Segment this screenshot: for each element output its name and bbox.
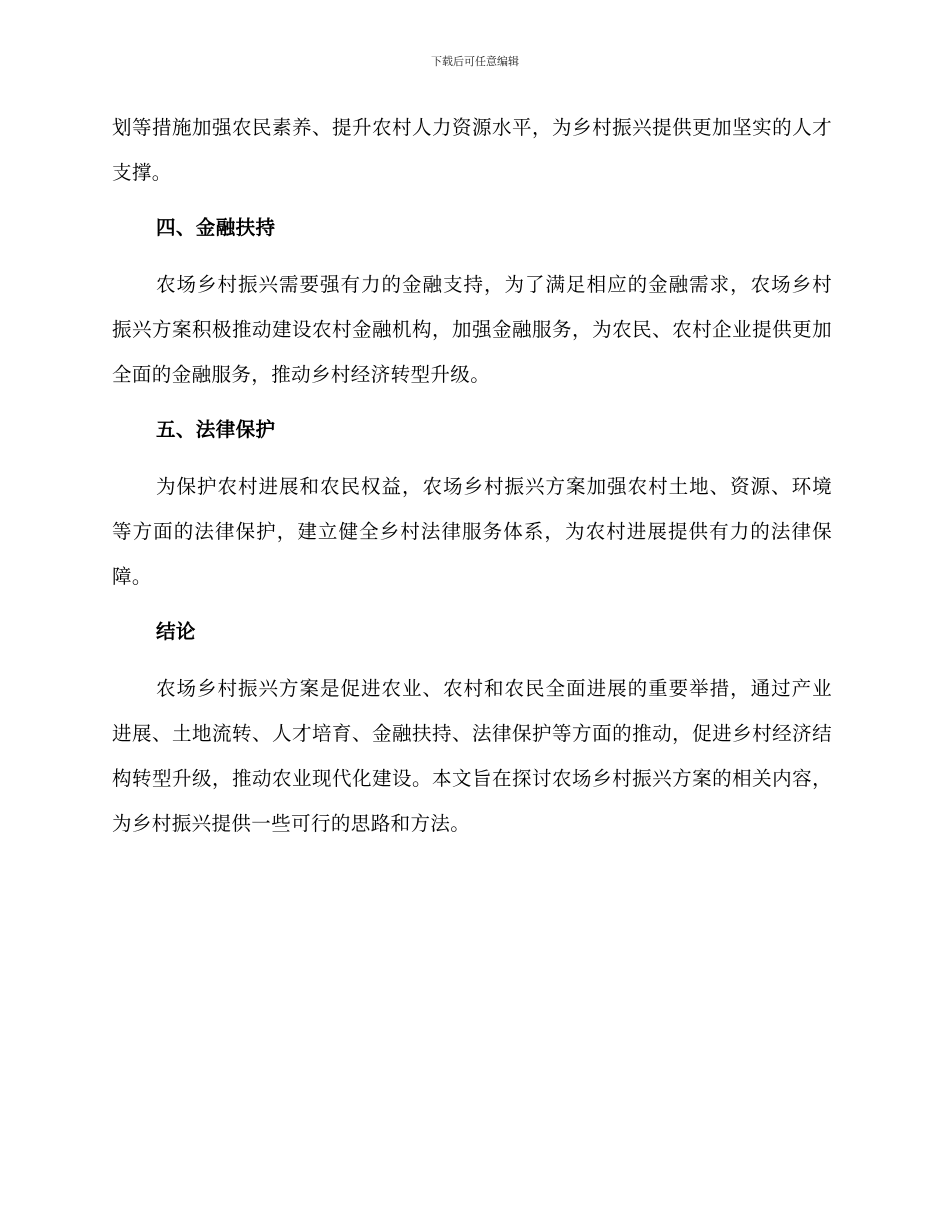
paragraph-conclusion: 农场乡村振兴方案是促进农业、农村和农民全面进展的重要举措，通过产业进展、土地流转、人才培育、金融扶持、法律保护等方面的推动，促进乡村经济结构转型升级，推动农业现代化建设。本文旨在探讨农场乡村振兴方案的相关内容，为乡村振兴提供一些可行的思路和方法。 [112,677,832,835]
paragraph-intro-continuation: 划等措施加强农民素养、提升农村人力资源水平，为乡村振兴提供更加坚实的人才支撑。 [112,116,832,184]
document-body [112,105,832,846]
header-note: 下载后可任意编辑 [431,55,519,68]
paragraph-financial-support: 农场乡村振兴需要强有力的金融支持，为了满足相应的金融需求，农场乡村振兴方案积极推动建设农村金融机构，加强金融服务，为农民、农村企业提供更加全面的金融服务，推动乡村经济转型升级。 [112,273,832,386]
section-heading-legal-protection: 五、法律保护 [156,418,276,441]
section-heading-financial-support: 四、金融扶持 [156,216,276,239]
paragraph-legal-protection: 为保护农村进展和农民权益，农场乡村振兴方案加强农村土地、资源、环境等方面的法律保护，建立健全乡村法律服务体系，为农村进展提供有力的法律保障。 [112,475,832,588]
section-heading-conclusion: 结论 [156,620,196,643]
